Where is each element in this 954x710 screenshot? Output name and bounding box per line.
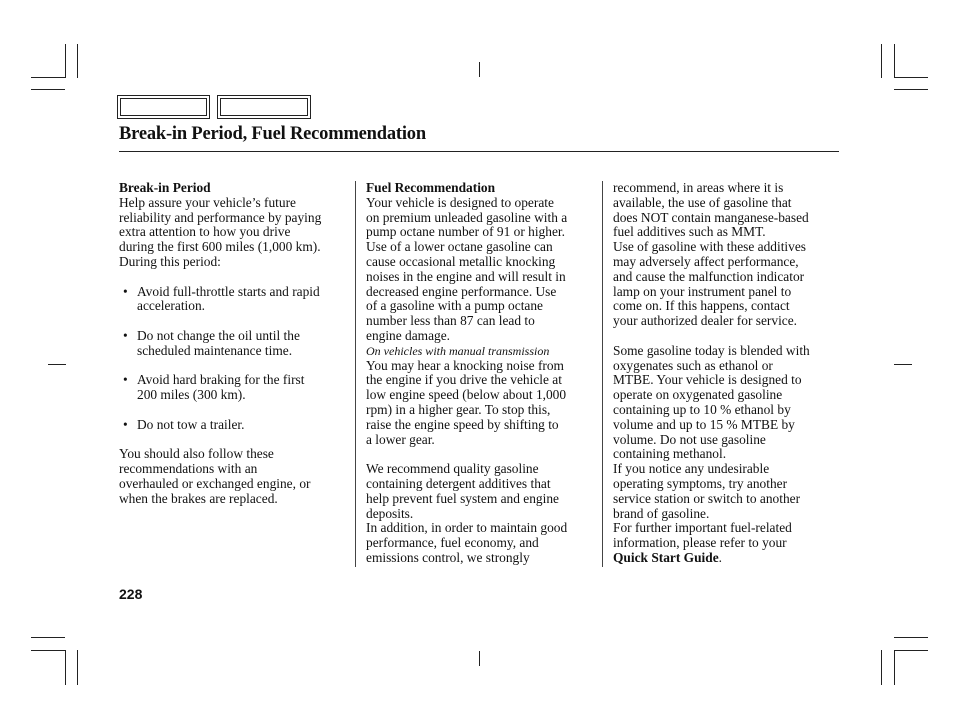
fuel-para-line: operating symptoms, try another [613, 475, 788, 491]
section-tab-right [217, 95, 311, 119]
quick-start-guide-link[interactable]: Quick Start Guide [613, 549, 719, 565]
column-fuel-continued [613, 181, 845, 566]
fuel-para-line: noises in the engine and will result in [366, 268, 566, 284]
fuel-para-line: If you notice any undesirable [613, 461, 770, 477]
column-divider [355, 181, 356, 567]
break-in-outro-line: overhauled or exchanged engine, or [119, 475, 311, 491]
break-in-intro-line: extra attention to how you drive [119, 224, 291, 240]
fuel-para-line: rpm) in a higher gear. To stop this, [366, 401, 551, 417]
list-item: • Do not tow a trailer. [123, 416, 245, 432]
break-in-intro-line: reliability and performance by paying [119, 209, 322, 225]
break-in-heading: Break-in Period [119, 180, 211, 195]
page-number: 228 [119, 586, 143, 602]
fuel-para-line: fuel additives such as MMT. [613, 224, 766, 240]
fuel-para-line: operate on oxygenated gasoline [613, 387, 783, 403]
fuel-para-line: Use of gasoline with these additives [613, 239, 807, 255]
break-in-intro-line: Help assure your vehicle’s future [119, 194, 296, 210]
column-fuel-recommendation [366, 181, 598, 566]
fuel-para-line: Some gasoline today is blended with [613, 342, 810, 358]
fuel-para-line: cause occasional metallic knocking [366, 253, 556, 269]
fuel-para-line: available, the use of gasoline that [613, 194, 792, 210]
fuel-para-line: volume and up to 15 % MTBE by [613, 416, 795, 432]
fuel-para-line: lamp on your instrument panel to [613, 283, 792, 299]
fuel-para-line: the engine if you drive the vehicle at [366, 372, 562, 388]
fuel-para-line: raise the engine speed by shifting to [366, 416, 559, 432]
fuel-para-line: MTBE. Your vehicle is designed to [613, 372, 802, 388]
fuel-para-line: You may hear a knocking noise from [366, 357, 564, 373]
fuel-para-line: Use of a lower octane gasoline can [366, 239, 553, 255]
fuel-para-line: recommend, in areas where it is [613, 180, 784, 195]
fuel-para-line: containing up to 10 % ethanol by [613, 401, 791, 417]
title-rule [119, 151, 839, 152]
bullet-icon: • [123, 416, 128, 432]
quick-start-reference: Quick Start Guide. [613, 549, 723, 565]
break-in-outro-line: when the brakes are replaced. [119, 490, 278, 506]
fuel-para-line: deposits. [366, 505, 414, 521]
bullet-icon: • [123, 327, 128, 343]
break-in-intro-line: During this period: [119, 253, 221, 269]
fuel-para-line: performance, fuel economy, and [366, 535, 539, 551]
fuel-para-line: come on. If this happens, contact [613, 298, 790, 314]
list-item: • Avoid hard braking for the first 200 miles (300 km). [123, 372, 305, 403]
fuel-para-line: brand of gasoline. [613, 505, 710, 521]
fuel-para-line: number less than 87 can lead to [366, 313, 535, 329]
list-item: • Avoid full-throttle starts and rapid acceleration. [123, 283, 320, 314]
fuel-para-line: engine damage. [366, 327, 451, 343]
fuel-para-line: and cause the malfunction indicator [613, 268, 805, 284]
manual-transmission-subheading: On vehicles with manual transmission [366, 343, 550, 358]
fuel-para-line: emissions control, we strongly [366, 549, 530, 565]
fuel-para-line: may adversely affect performance, [613, 253, 799, 269]
fuel-para-line: a lower gear. [366, 431, 435, 447]
fuel-para-line: oxygenates such as ethanol or [613, 357, 773, 373]
fuel-para-line: containing detergent additives that [366, 475, 551, 491]
fuel-para-line: Your vehicle is designed to operate [366, 194, 554, 210]
fuel-para-line: For further important fuel-related [613, 520, 792, 536]
break-in-intro-line: during the first 600 miles (1,000 km). [119, 239, 321, 255]
column-break-in [119, 181, 351, 507]
page-title: Break-in Period, Fuel Recommendation [119, 124, 426, 144]
fuel-para-line: decreased engine performance. Use [366, 283, 557, 299]
fuel-para-line: low engine speed (below about 1,000 [366, 387, 567, 403]
list-item: • Do not change the oil until the scheduled maintenance time. [123, 327, 300, 358]
fuel-para-line: pump octane number of 91 or higher. [366, 224, 565, 240]
bullet-icon: • [123, 372, 128, 388]
fuel-para-line: your authorized dealer for service. [613, 313, 798, 329]
fuel-para-line: volume. Do not use gasoline [613, 431, 766, 447]
column-divider [602, 181, 603, 567]
section-tab-left [117, 95, 210, 119]
break-in-outro-line: recommendations with an [119, 461, 258, 477]
fuel-para-line: on premium unleaded gasoline with a [366, 209, 568, 225]
fuel-para-line: of a gasoline with a pump octane [366, 298, 544, 314]
fuel-para-line: We recommend quality gasoline [366, 461, 539, 477]
fuel-para-line: information, please refer to your [613, 535, 787, 551]
fuel-para-line: does NOT contain manganese-based [613, 209, 809, 225]
fuel-para-line: containing methanol. [613, 446, 727, 462]
fuel-heading: Fuel Recommendation [366, 180, 496, 195]
bullet-icon: • [123, 283, 128, 299]
fuel-para-line: service station or switch to another [613, 490, 801, 506]
fuel-para-line: In addition, in order to maintain good [366, 520, 568, 536]
break-in-outro-line: You should also follow these [119, 446, 274, 462]
fuel-para-line: help prevent fuel system and engine [366, 490, 559, 506]
